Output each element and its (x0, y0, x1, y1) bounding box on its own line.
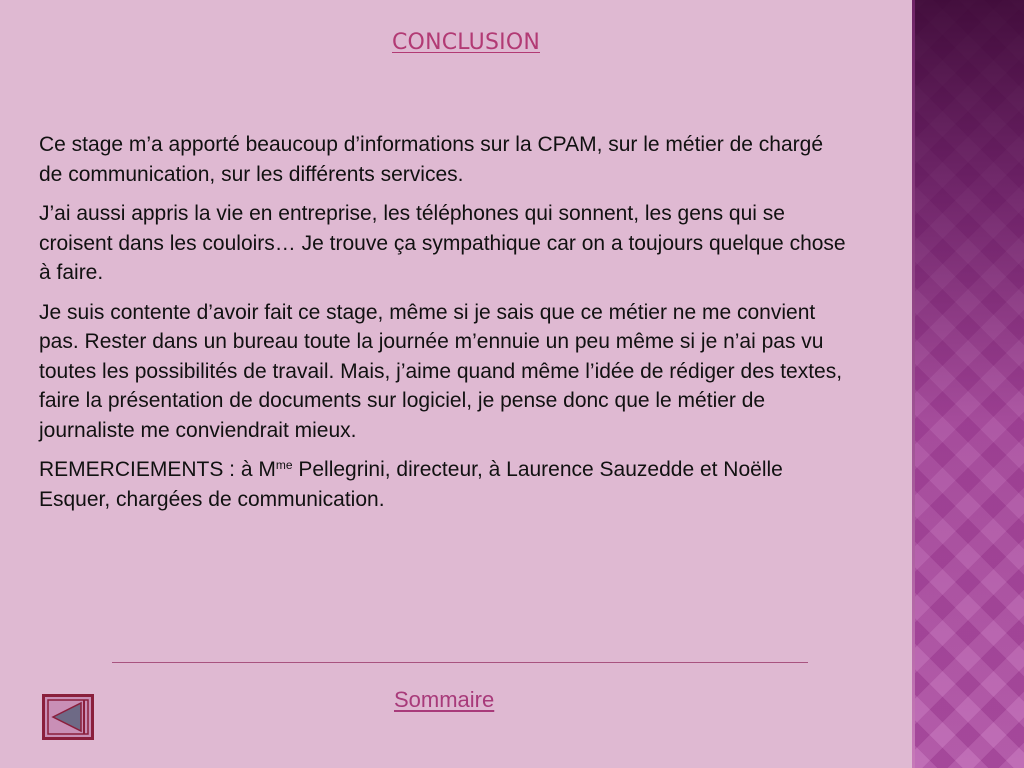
paragraph-cpam: Ce stage m’a apporté beaucoup d’informations sur la CPAM, sur le métier de chargé de communication, sur les différents services. (39, 133, 824, 186)
remerciements-lead: REMERCIEMENTS : à M (39, 458, 276, 481)
sommaire-link[interactable]: Sommaire (394, 687, 495, 712)
remerciements-sup: me (275, 458, 293, 472)
conclusion-text (39, 130, 849, 524)
divider (112, 662, 808, 663)
page-title: CONCLUSION (392, 30, 540, 55)
side-panel-edge (912, 0, 915, 768)
decorative-side-panel (912, 0, 1024, 768)
paragraph-remerciements (39, 455, 849, 514)
paragraph-entreprise: J’ai aussi appris la vie en entreprise, les téléphones qui sonnent, les gens qui se croisent dans les couloirs… Je trouve ça sympathique car on a toujours quelque chose à faire. (39, 202, 846, 284)
remerciements-rest: Pellegrini, directeur, à Laurence Sauzedde et Noëlle Esquer, chargées de communication. (39, 458, 783, 511)
back-button[interactable] (42, 694, 94, 740)
paragraph-metier: Je suis contente d’avoir fait ce stage, même si je sais que ce métier ne me convient pas. Rester dans un bureau toute la journée m’ennuie un peu même si je n’ai pas vu toutes les possibilités de travail. Mais, j’aime quand même l’idée de rédiger des textes, faire la présentation de documents sur logiciel, je pense donc que le métier de journaliste me conviendrait mieux. (39, 300, 843, 442)
back-arrow-icon (42, 694, 94, 740)
